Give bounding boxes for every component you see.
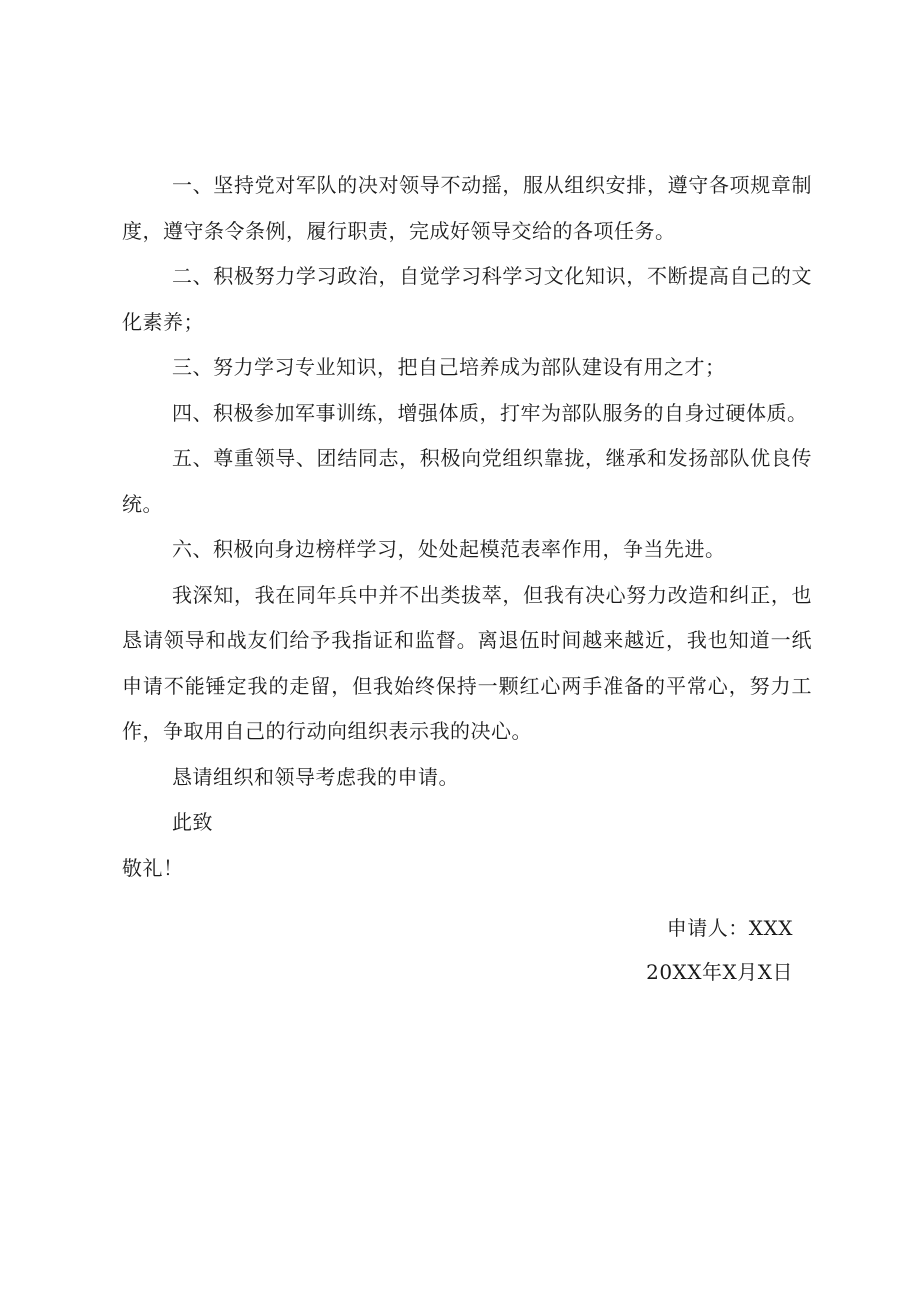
applicant-signature: 申请人：XXX	[666, 916, 793, 940]
paragraph-point-1: 一、坚持党对军队的决对领导不动摇，服从组织安排，遵守各项规章制度，遵守条令条例，履行职责，完成好领导交给的各项任务。	[122, 173, 812, 243]
paragraph-statement: 我深知，我在同年兵中并不出类拔萃，但我有决心努力改造和纠正，也恳请领导和战友们给予我指证和监督。离退伍时间越来越近，我也知道一纸申请不能锤定我的走留，但我始终保持一颗红心两手准备的平常心，努力工作，争取用自己的行动向组织表示我的决心。	[122, 582, 812, 743]
paragraph-request: 恳请组织和领导考虑我的申请。	[172, 764, 459, 789]
closing-phrase: 此致	[172, 810, 213, 834]
paragraph-point-5: 五、尊重领导、团结同志，积极向党组织靠拢，继承和发扬部队优良传统。	[122, 446, 812, 516]
salutation: 敬礼！	[122, 855, 184, 880]
signature-date: 20XX年X月X日	[646, 960, 793, 984]
paragraph-point-4: 四、积极参加军事训练，增强体质，打牢为部队服务的自身过硬体质。	[172, 400, 808, 425]
paragraph-point-6: 六、积极向身边榜样学习，处处起模范表率作用，争当先进。	[172, 537, 726, 561]
paragraph-point-3: 三、努力学习专业知识，把自己培养成为部队建设有用之才；	[172, 355, 726, 379]
document-body	[122, 163, 812, 891]
paragraph-point-2: 二、积极努力学习政治，自觉学习科学习文化知识，不断提高自己的文化素养；	[122, 264, 812, 334]
